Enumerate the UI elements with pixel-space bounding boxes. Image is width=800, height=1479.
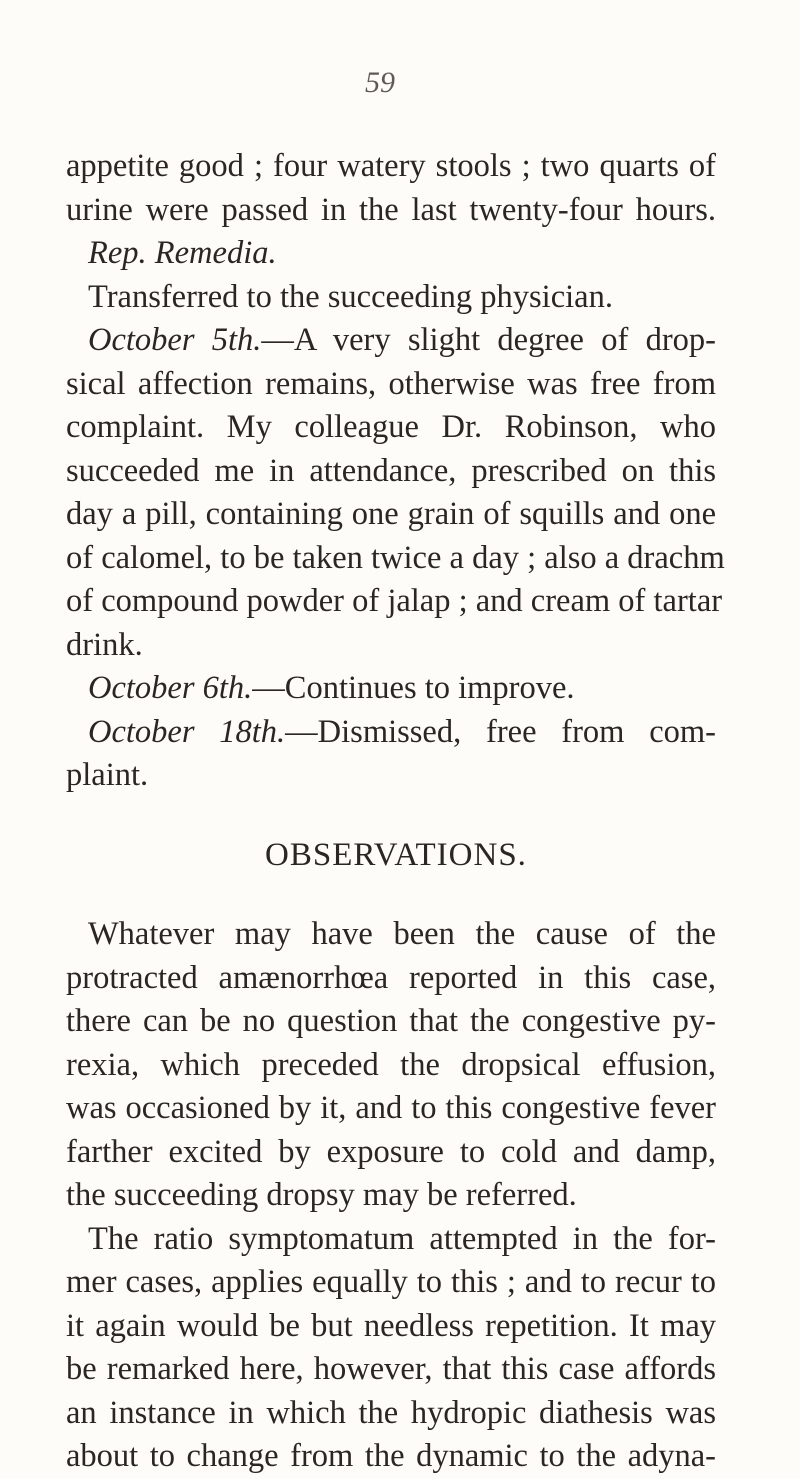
- page-text: [66, 145, 725, 1479]
- text-line: was occasioned by it, and to this congestive fever: [66, 1090, 716, 1126]
- text-line: an instance in which the hydropic diathesis was: [66, 1394, 716, 1431]
- text-line: there can be no question that the congestive py-: [66, 1003, 716, 1039]
- page-number: 59: [365, 66, 395, 99]
- text-line: Whatever may have been the cause of the: [88, 916, 716, 952]
- text-line: farther excited by exposure to cold and damp,: [66, 1133, 716, 1170]
- text-line: rexia, which preceded the dropsical effusion,: [66, 1046, 716, 1083]
- rep-remedia-label: Rep. Remedia.: [88, 235, 277, 271]
- text-line: Transferred to the succeeding physician.: [88, 278, 613, 315]
- entry-text: —A very slight degree of drop-: [261, 322, 716, 358]
- text-line: succeeded me in attendance, prescribed on this: [66, 452, 716, 489]
- text-line: of calomel, to be taken twice a day ; also a drachm: [66, 539, 725, 576]
- section-heading: OBSERVATIONS.: [265, 836, 527, 873]
- text-line: mer cases, applies equally to this ; and to recur to: [66, 1264, 716, 1300]
- entry-date: October 6th.: [88, 670, 253, 706]
- text-line: protracted amænorrhœa reported in this case,: [66, 959, 716, 996]
- text-line: be remarked here, however, that this case affords: [66, 1351, 716, 1387]
- text-line: of compound powder of jalap ; and cream of tartar: [66, 583, 723, 619]
- entry-october-18: [66, 711, 716, 755]
- text-line: appetite good ; four watery stools ; two quarts of: [66, 148, 716, 184]
- text-line: the succeeding dropsy may be referred.: [66, 1177, 577, 1213]
- text-line: it again would be but needless repetition. It may: [66, 1307, 716, 1344]
- text-line: sical affection remains, otherwise was free from: [66, 365, 716, 402]
- text-line: plaint.: [66, 757, 149, 793]
- entry-date: October 18th.: [88, 713, 286, 750]
- text-line: drink.: [66, 626, 143, 663]
- entry-text: —Dismissed, free from com-: [285, 713, 716, 750]
- text-line: urine were passed in the last twenty-four hours.: [66, 191, 716, 228]
- text-line: about to change from the dynamic to the adyna-: [66, 1438, 716, 1474]
- text-line: day a pill, containing one grain of squills and one: [66, 496, 716, 532]
- entry-october-6: [66, 667, 716, 711]
- entry-october-5: [66, 319, 716, 363]
- text-line: complaint. My colleague Dr. Robinson, who: [66, 409, 716, 445]
- entry-text: —Continues to improve.: [252, 670, 575, 706]
- text-line: The ratio symptomatum attempted in the for-: [88, 1220, 716, 1257]
- entry-date: October 5th.: [88, 322, 262, 358]
